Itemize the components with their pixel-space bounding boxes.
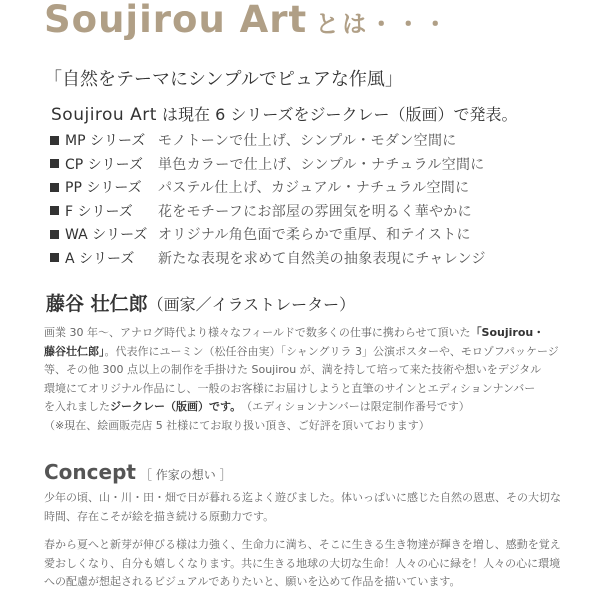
concept-line: 春から夏へと新芽が伸びる様は力強く、生命力に満ち、そこに生きる生き物達が輝きを増し、感動を覚え	[44, 538, 561, 551]
series-name: PP シリーズ	[65, 180, 142, 197]
concept-line: への配慮が想起されるビジュアルでありたいと、願いを込めて作品を描いています。	[44, 575, 461, 588]
series-desc: 花をモチーフにお部屋の雰囲気を明るく華やかに	[158, 203, 472, 220]
series-desc: パステル仕上げ、カジュアル・ナチュラル空間に	[158, 180, 470, 197]
bio-text: を入れました	[44, 400, 110, 413]
square-bullet-icon	[50, 206, 59, 215]
series-desc: 単色カラーで仕上げ、シンプル・ナチュラル空間に	[158, 156, 485, 173]
artist-name: 藤谷 壮仁郎	[46, 293, 148, 315]
concept-title: Concept	[44, 460, 136, 484]
bio-bold: ジークレー（版画）です。	[110, 400, 236, 413]
square-bullet-icon	[50, 136, 59, 145]
bio-bold: 「Soujirou・	[470, 326, 545, 339]
concept-body	[44, 489, 561, 592]
series-name: F シリーズ	[65, 203, 133, 220]
bio-text: （エディションナンバーは限定制作番号です）	[246, 400, 470, 413]
concept-line: 愛おしくなり、自分も嬉しくなります。共に生きる地球の大切な生命！人々の心に緑を！人々の心に環境	[44, 556, 561, 570]
intro-brand: Soujirou Art	[51, 105, 157, 125]
series-name: WA シリーズ	[65, 227, 148, 244]
series-list	[50, 130, 486, 272]
intro-text: は現在 6 シリーズをジークレー（版画）で発表。	[156, 105, 518, 124]
concept-subtitle: ［ 作家の想い ］	[139, 468, 232, 482]
bio-text: 。代表作にユーミン（松任谷由実）「シャングリラ 3」公演ポスターや、モロゾフパッケージ	[104, 344, 559, 358]
series-desc: オリジナル角色面で柔らかで重厚、和テイストに	[158, 227, 471, 244]
square-bullet-icon	[50, 159, 59, 168]
page-title	[44, 0, 450, 46]
series-item	[50, 201, 486, 225]
square-bullet-icon	[50, 183, 59, 192]
series-desc: 新たな表現を求めて自然美の抽象表現にチャレンジ	[158, 250, 486, 267]
bio-line: 等、その他 300 点以上の制作を手掛けた Soujirou が、満を持して培って来た技術や想いをデジタル	[44, 363, 542, 376]
title-suffix: とは・・・	[315, 10, 451, 38]
concept-heading	[44, 459, 232, 488]
series-name: MP シリーズ	[65, 133, 146, 149]
series-item	[50, 177, 486, 201]
square-bullet-icon	[50, 253, 59, 262]
series-item	[50, 154, 486, 178]
series-desc: モノトーンで仕上げ、シンプル・モダン空間に	[158, 133, 457, 149]
series-item	[50, 224, 486, 248]
tagline: 「自然をテーマにシンプルでピュアな作風」	[44, 69, 403, 90]
intro-line	[51, 104, 518, 126]
bio-line	[44, 398, 594, 417]
artist-role: （画家／イラストレーター）	[147, 295, 356, 314]
bio-line: （※現在、絵画販売店 5 社様にてお取り扱い頂き、ご好評を頂いております）	[44, 418, 430, 432]
bio-text: 画業 30 年～、アナログ時代より様々なフィールドで数多くの仕事に携わらせて頂いた	[44, 326, 471, 339]
artist-heading	[46, 291, 355, 318]
title-main: Soujirou Art	[44, 0, 308, 41]
bio-line	[44, 324, 594, 343]
series-name: A シリーズ	[65, 250, 135, 267]
concept-line: 時間、存在こそが絵を描き続ける原動力です。	[44, 509, 275, 523]
series-item	[50, 248, 486, 272]
series-name: CP シリーズ	[65, 156, 143, 173]
series-item	[50, 130, 486, 154]
bio-line: 環境にてオリジナル作品にし、一般のお客様にお届けしようと直筆のサインとエディションナンバー	[44, 381, 536, 395]
square-bullet-icon	[50, 230, 59, 239]
bio-line	[44, 343, 594, 362]
concept-line: 少年の頃、山・川・田・畑で日が暮れる迄よく遊びました。体いっぱいに感じた自然の恩恵、その大切な	[44, 491, 561, 504]
artist-bio	[44, 324, 594, 435]
bio-bold: 藤谷壮仁郎」	[44, 344, 105, 358]
